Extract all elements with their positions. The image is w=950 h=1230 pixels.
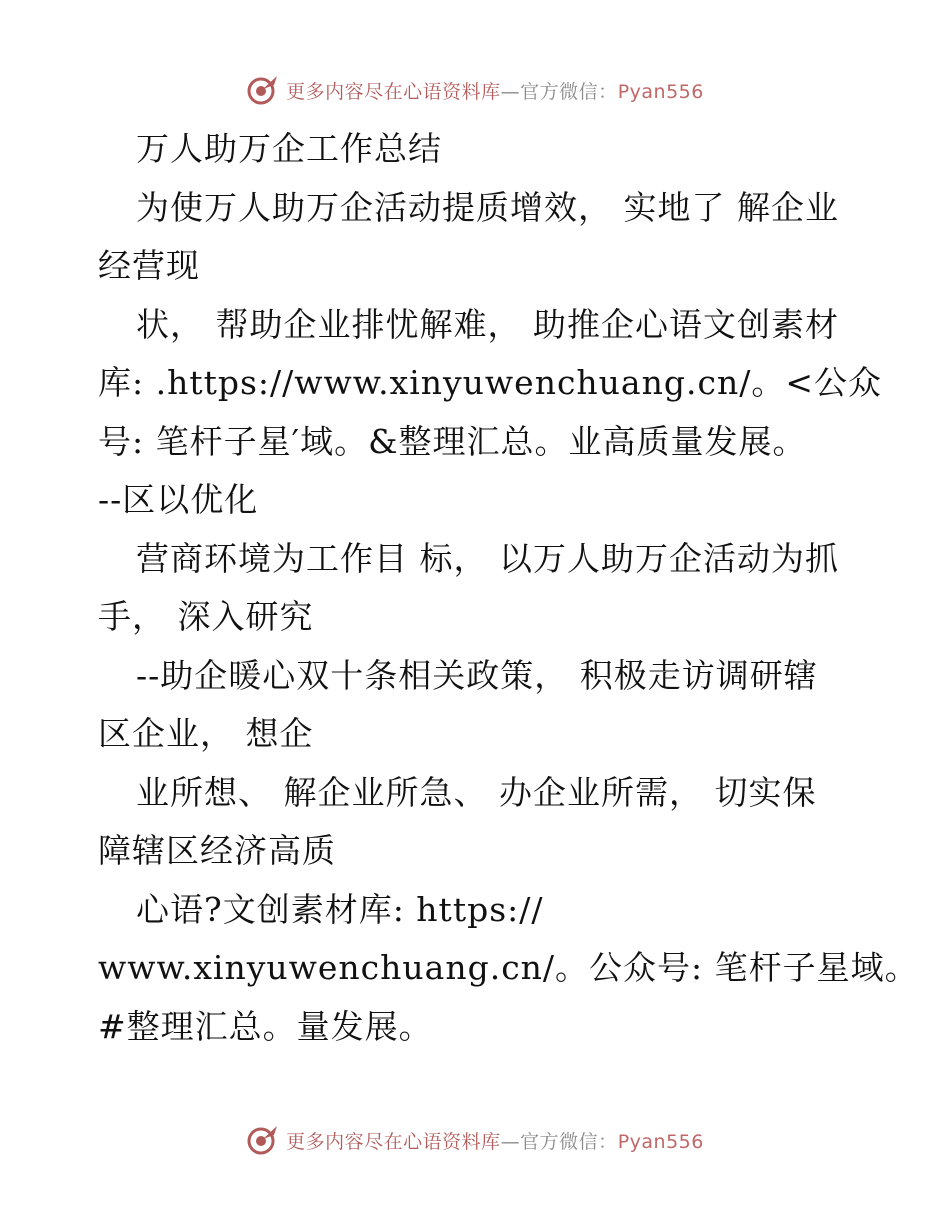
document-line: www.xinyuwenchuang.cn/。公众号: 笔杆子星域。 — [98, 948, 919, 987]
document-line: 心语?文创素材库: https:// — [136, 889, 544, 929]
header-watermark — [0, 70, 950, 110]
watermark-text — [286, 1127, 704, 1154]
document-line: 万人助万企工作总结 — [136, 129, 442, 168]
document-line: 为使万人助万企活动提质增效， 实地了 解企业 — [136, 187, 839, 227]
footer-watermark — [0, 1120, 950, 1160]
watermark-separator: — — [500, 1130, 521, 1153]
document-body — [98, 120, 919, 1056]
document-line: --区以优化 — [98, 480, 259, 519]
document-line: 区企业， 想企 — [98, 714, 314, 753]
document-line: --助企暖心双十条相关政策， 积极走访调研辖 — [136, 655, 818, 695]
watermark-wechat-label: 官方微信： — [520, 1130, 618, 1153]
document-line: 库: .https://www.xinyuwenchuang.cn/。<公众 — [98, 363, 882, 402]
watermark-main: 更多内容尽在心语资料库 — [286, 1130, 501, 1153]
document-line: 障辖区经济高质 — [98, 831, 336, 870]
document-line: 经营现 — [98, 246, 200, 285]
document-line: 手， 深入研究 — [98, 597, 314, 636]
watermark-text — [286, 77, 704, 104]
document-line: 营商环境为工作目 标， 以万人助万企活动为抓 — [136, 538, 839, 578]
pen-nib-logo-icon — [246, 1123, 280, 1157]
watermark-wechat-label: 官方微信： — [520, 80, 618, 103]
watermark-wechat-id: Pyan556 — [617, 80, 704, 103]
document-line: 状， 帮助企业排忧解难， 助推企心语文创素材 — [136, 304, 839, 344]
document-line: #整理汇总。量发展。 — [98, 1006, 433, 1046]
pen-nib-logo-icon — [246, 73, 280, 107]
document-line: 业所想、 解企业所急、 办企业所需， 切实保 — [136, 772, 817, 812]
watermark-wechat-id: Pyan556 — [617, 1130, 704, 1153]
document-line: 号: 笔杆子星′域。&整理汇总。业高质量发展。 — [98, 421, 807, 461]
watermark-separator: — — [500, 80, 521, 103]
watermark-main: 更多内容尽在心语资料库 — [286, 80, 501, 103]
